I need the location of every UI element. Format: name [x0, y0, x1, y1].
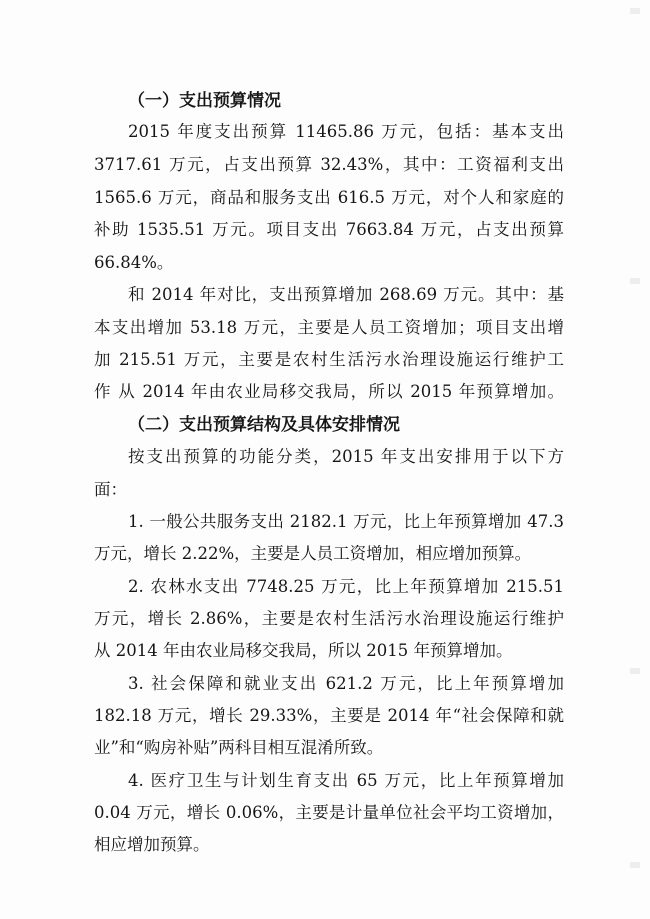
list-item-line: 业”和“购房补贴”两科目相互混淆所致。	[94, 738, 384, 757]
list-item-line: 3. 社会保障和就业支出 621.2 万元，比上年预算增加	[128, 674, 564, 693]
list-item-line: 182.18 万元，增长 29.33%，主要是 2014 年“社会保障和就	[94, 706, 564, 725]
list-item-line: 万元，增长 2.86%，主要是农村生活污水治理设施运行维护	[94, 609, 564, 628]
paragraph-line: 面：	[94, 480, 127, 499]
scan-mark	[630, 862, 640, 868]
list-item-line: 0.04 万元，增长 0.06%，主要是计量单位社会平均工资增加，	[94, 803, 564, 822]
paragraph-line: 66.84%。	[94, 253, 174, 272]
list-item-line: 1. 一般公共服务支出 2182.1 万元，比上年预算增加 47.3	[128, 512, 564, 531]
paragraph-line: 本支出增加 53.18 万元，主要是人员工资增加；项目支出增	[94, 318, 564, 337]
list-item-line: 从 2014 年由农业局移交我局，所以 2015 年预算增加。	[94, 641, 513, 660]
list-item-line: 万元，增长 2.22%，主要是人员工资增加，相应增加预算。	[94, 544, 532, 563]
paragraph-line: 补助 1535.51 万元。项目支出 7663.84 万元，占支出预算	[94, 220, 564, 239]
scan-mark	[630, 8, 640, 14]
list-item-line: 4. 医疗卫生与计划生育支出 65 万元，比上年预算增加	[128, 771, 564, 790]
paragraph-line: 按支出预算的功能分类，2015 年支出安排用于以下方	[128, 447, 564, 466]
scan-mark	[630, 668, 640, 674]
section-2-heading: （二）支出预算结构及具体安排情况	[128, 415, 400, 435]
paragraph-line: 1565.6 万元，商品和服务支出 616.5 万元，对个人和家庭的	[94, 188, 564, 207]
paragraph-line: 2015 年度支出预算 11465.86 万元，包括：基本支出	[128, 122, 564, 141]
list-item-line: 相应增加预算。	[94, 835, 210, 854]
paragraph-line: 3717.61 万元，占支出预算 32.43%，其中：工资福利支出	[94, 155, 564, 174]
scan-mark	[630, 278, 640, 284]
section-1-heading: （一）支出预算情况	[128, 91, 281, 111]
paragraph-line: 加 215.51 万元，主要是农村生活污水治理设施运行维护工	[94, 350, 564, 369]
list-item-line: 2. 农林水支出 7748.25 万元，比上年预算增加 215.51	[128, 577, 564, 596]
paragraph-line: 作 从 2014 年由农业局移交我局，所以 2015 年预算增加。	[94, 382, 564, 401]
paragraph-line: 和 2014 年对比，支出预算增加 268.69 万元。其中：基	[128, 285, 564, 304]
